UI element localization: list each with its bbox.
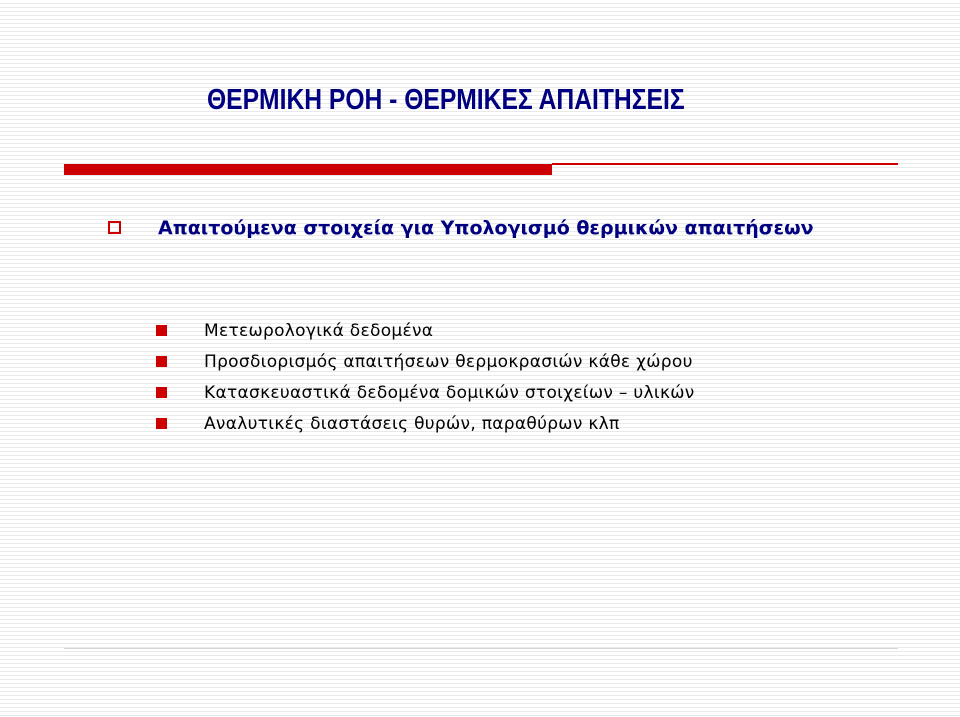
- filled-square-bullet-icon: [156, 387, 167, 398]
- list-item-text: Προσδιορισμός απαιτήσεων θερμοκρασιών κάθε χώρου: [204, 352, 693, 372]
- list-item-text: Αναλυτικές διαστάσεις θυρών, παραθύρων κλπ: [204, 414, 620, 434]
- list-item-text: Μετεωρολογικά δεδομένα: [204, 321, 434, 341]
- title-underline-thin: [552, 163, 898, 165]
- slide-title: ΘΕΡΜΙΚΗ ΡΟΗ - ΘΕΡΜΙΚΕΣ ΑΠΑΙΤΗΣΕΙΣ: [207, 84, 685, 116]
- hollow-square-bullet-icon: [108, 221, 121, 234]
- list-item: [156, 378, 936, 409]
- filled-square-bullet-icon: [156, 356, 167, 367]
- list-item: [156, 409, 936, 440]
- main-bullet-text: Απαιτούμενα στοιχεία για Υπολογισμό θερμικών απαιτήσεων: [158, 217, 814, 239]
- title-underline-thick: [64, 164, 552, 175]
- footer-divider: [64, 648, 898, 649]
- main-bullet-point: [108, 217, 868, 244]
- list-item: [156, 316, 936, 347]
- filled-square-bullet-icon: [156, 325, 167, 336]
- list-item-text: Κατασκευαστικά δεδομένα δομικών στοιχείων – υλικών: [204, 383, 695, 403]
- list-item: [156, 347, 936, 378]
- sub-bullet-list: [156, 316, 936, 440]
- filled-square-bullet-icon: [156, 418, 167, 429]
